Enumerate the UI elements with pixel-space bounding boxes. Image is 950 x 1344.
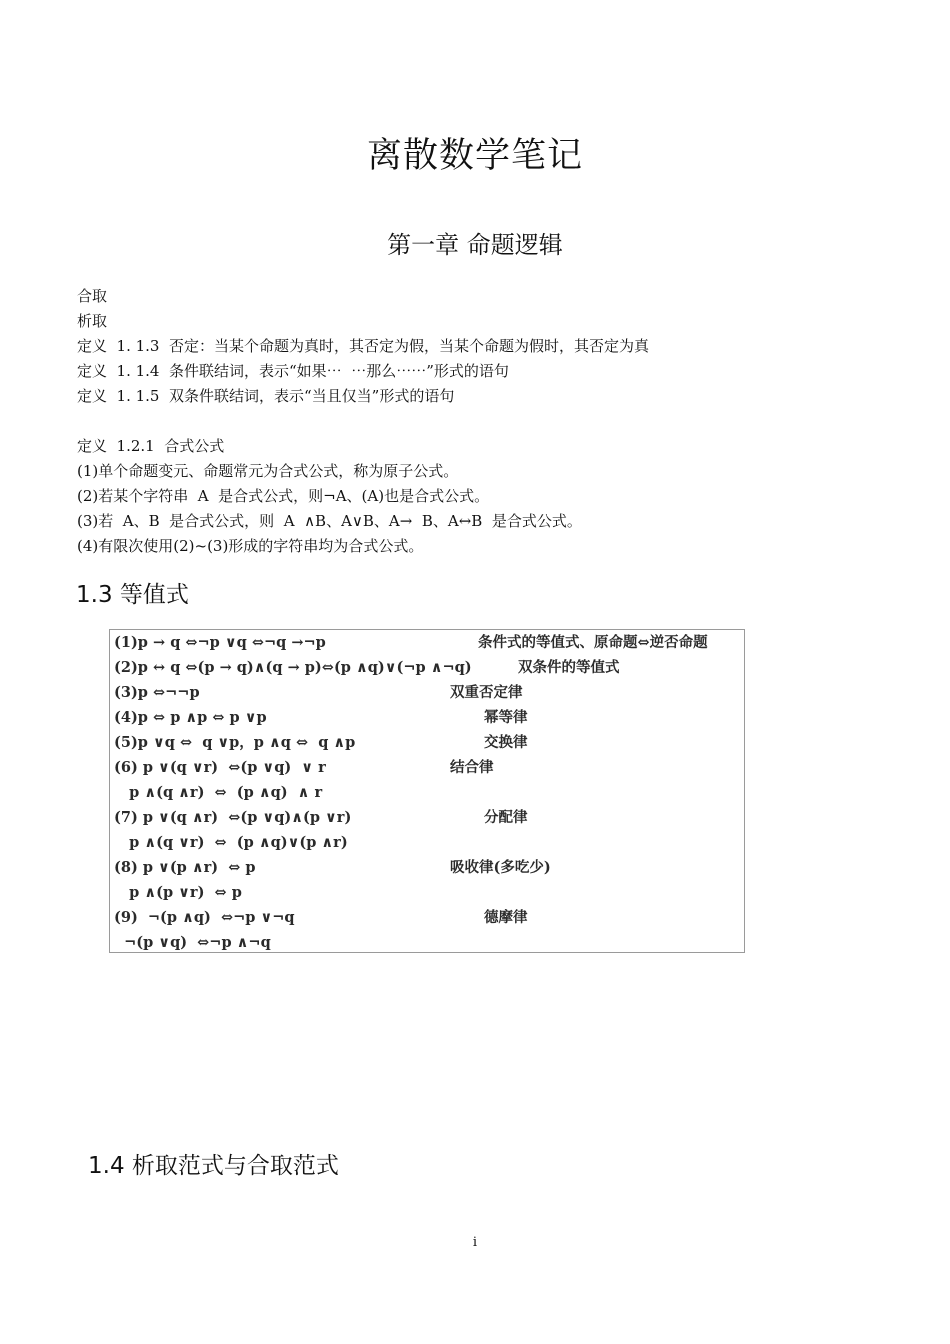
formula-expression: (1)p → q ⇔¬p ∨q ⇔¬q →¬p bbox=[114, 634, 326, 651]
chapter-title: 第一章 命题逻辑 bbox=[387, 231, 563, 259]
definitions-block bbox=[77, 284, 897, 559]
formula-name: 分配律 bbox=[484, 809, 528, 826]
formula-name: 幂等律 bbox=[484, 709, 528, 726]
equivalence-table-image bbox=[109, 629, 745, 953]
formula-expression: (4)p ⇔ p ∧p ⇔ p ∨p bbox=[114, 709, 267, 726]
equivalence-row bbox=[110, 830, 744, 855]
equivalence-row bbox=[110, 655, 744, 680]
formula-expression: ¬(p ∨q) ⇔¬p ∧¬q bbox=[114, 934, 271, 951]
text-line: 析取 bbox=[77, 312, 108, 330]
formula-expression: (8) p ∨(p ∧r) ⇔ p bbox=[114, 859, 256, 876]
text-line: 定义 1. 1.3 否定：当某个命题为真时，其否定为假，当某个命题为假时，其否定为真 bbox=[77, 337, 650, 355]
text-line: (3)若 A、B 是合式公式，则 A ∧B、A∨B、A→ B、A↔B 是合式公式。 bbox=[77, 512, 582, 530]
equivalence-row bbox=[110, 680, 744, 705]
formula-expression: p ∧(p ∨r) ⇔ p bbox=[114, 884, 242, 901]
formula-name: 吸收律(多吃少) bbox=[450, 859, 551, 876]
blank-line bbox=[77, 409, 897, 434]
equivalence-row bbox=[110, 930, 744, 955]
text-line: 定义 1.2.1 合式公式 bbox=[77, 437, 225, 455]
formula-expression: (2)p ↔ q ⇔(p → q)∧(q → p)⇔(p ∧q)∨(¬p ∧¬q) bbox=[114, 659, 472, 676]
formula-expression: (9) ¬(p ∧q) ⇔¬p ∨¬q bbox=[114, 909, 295, 926]
formula-name: 条件式的等值式、原命题⇔逆否命题 bbox=[478, 634, 708, 651]
page-number: i bbox=[472, 1235, 478, 1250]
equivalence-row bbox=[110, 755, 744, 780]
formula-expression: p ∧(q ∨r) ⇔ (p ∧q)∨(p ∧r) bbox=[114, 834, 348, 851]
formula-name: 结合律 bbox=[450, 759, 494, 776]
equivalence-row bbox=[110, 730, 744, 755]
formula-expression: (5)p ∨q ⇔ q ∨p，p ∧q ⇔ q ∧p bbox=[114, 734, 356, 751]
text-line: (4)有限次使用(2)~(3)形成的字符串均为合式公式。 bbox=[77, 537, 424, 555]
formula-expression: (6) p ∨(q ∨r) ⇔(p ∨q) ∨ r bbox=[114, 759, 326, 776]
formula-expression: p ∧(q ∧r) ⇔ (p ∧q) ∧ r bbox=[114, 784, 323, 801]
equivalence-row bbox=[110, 880, 744, 905]
formula-name: 德摩律 bbox=[484, 909, 528, 926]
formula-name: 双条件的等值式 bbox=[518, 659, 620, 676]
equivalence-row bbox=[110, 630, 744, 655]
equivalence-row bbox=[110, 855, 744, 880]
equivalence-row bbox=[110, 780, 744, 805]
equivalence-row bbox=[110, 805, 744, 830]
formula-expression: (7) p ∨(q ∧r) ⇔(p ∨q)∧(p ∨r) bbox=[114, 809, 352, 826]
equivalence-row bbox=[110, 905, 744, 930]
section-heading-1-3: 1.3 等值式 bbox=[76, 582, 189, 608]
formula-expression: (3)p ⇔¬¬p bbox=[114, 684, 200, 701]
equivalence-row bbox=[110, 705, 744, 730]
page-title: 离散数学笔记 bbox=[366, 136, 583, 176]
section-heading-1-4: 1.4 析取范式与合取范式 bbox=[88, 1153, 339, 1179]
text-line: 定义 1. 1.5 双条件联结词，表示“当且仅当”形式的语句 bbox=[77, 387, 455, 405]
text-line: (1)单个命题变元、命题常元为合式公式，称为原子公式。 bbox=[77, 462, 459, 480]
text-line: 合取 bbox=[77, 287, 108, 305]
text-line: 定义 1. 1.4 条件联结词，表示“如果⋯ ⋯那么⋯⋯”形式的语句 bbox=[77, 362, 509, 380]
formula-name: 交换律 bbox=[484, 734, 528, 751]
text-line: (2)若某个字符串 A 是合式公式，则¬A、(A)也是合式公式。 bbox=[77, 487, 490, 505]
formula-name: 双重否定律 bbox=[450, 684, 523, 701]
